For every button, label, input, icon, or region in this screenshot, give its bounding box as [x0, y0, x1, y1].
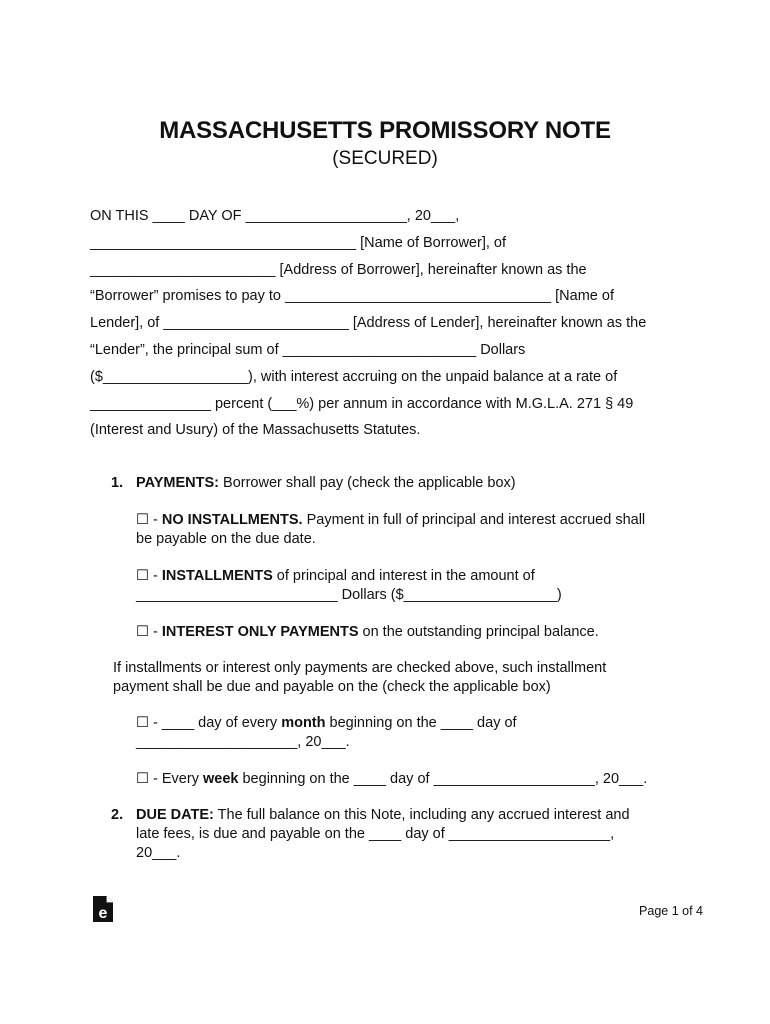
schedule-instructions [113, 659, 606, 697]
intro-line: Lender], of _______________________ [Address of Lender], hereinafter known as the [90, 315, 647, 332]
intro-line: ($__________________), with interest accruing on the unpaid balance at a rate of [90, 368, 618, 385]
option-text: _________________________ Dollars ($___________________) [136, 587, 562, 603]
checkbox-interest-only[interactable]: ☐ - [136, 624, 162, 640]
section-due-date [136, 806, 630, 863]
intro-line: _________________________________ [Name of Borrower], of [90, 234, 507, 251]
section-heading: DUE DATE: [136, 807, 214, 823]
intro-line: ON THIS ____ DAY OF ____________________, 20___, [90, 208, 460, 224]
section-number: 1. [111, 475, 124, 491]
option-monthly [136, 714, 517, 752]
intro-line: _______________________ [Address of Borrower], hereinafter known as the [90, 261, 587, 278]
section-text: 20___. [136, 845, 181, 861]
schedule-text: If installments or interest only payments are checked above, such installment [113, 660, 607, 676]
schedule-text: payment shall be due and payable on the (check the applicable box) [113, 679, 551, 695]
document-title: MASSACHUSETTS PROMISSORY NOTE [159, 117, 611, 144]
option-interest-only [136, 623, 599, 642]
intro-line: “Lender”, the principal sum of ________________________ Dollars [90, 341, 526, 358]
document-subtitle: (SECURED) [332, 148, 438, 169]
svg-text:e: e [98, 905, 108, 922]
option-text: beginning on the ____ day of ____________________, 20___. [238, 771, 648, 787]
intro-line: (Interest and Usury) of the Massachusetts Statutes. [90, 422, 421, 439]
intro-line: _______________ percent (___%) per annum in accordance with M.G.L.A. 271 § 49 [90, 395, 634, 412]
option-label: INSTALLMENTS [161, 568, 273, 584]
option-label: INTEREST ONLY PAYMENTS [161, 624, 359, 640]
eforms-logo-icon [92, 895, 114, 923]
option-text: Payment in full of principal and interest accrued shall [302, 512, 646, 528]
section-number: 2. [111, 807, 124, 823]
intro-paragraph [90, 203, 690, 444]
option-label: NO INSTALLMENTS. [161, 512, 303, 528]
option-installments [136, 567, 562, 605]
section-text: late fees, is due and payable on the ____ day of ____________________, [136, 826, 615, 842]
checkbox-installments[interactable]: ☐ - [136, 568, 162, 584]
option-label: week [202, 771, 239, 787]
section-heading: PAYMENTS: [136, 475, 219, 491]
option-text: be payable on the due date. [136, 531, 316, 547]
page-number: Page 1 of 4 [639, 904, 703, 918]
checkbox-no-installments[interactable]: ☐ - [136, 512, 162, 528]
section-text: The full balance on this Note, including any accrued interest and [213, 807, 630, 823]
option-text: of principal and interest in the amount of [272, 568, 535, 584]
intro-line: “Borrower” promises to pay to _________________________________ [Name of [90, 288, 614, 305]
checkbox-monthly[interactable]: ☐ - ____ day of every [136, 715, 282, 731]
option-text: beginning on the ____ day of [325, 715, 517, 731]
option-label: month [281, 715, 326, 731]
option-text: ____________________, 20___. [136, 734, 350, 750]
option-weekly [136, 770, 647, 789]
section-payments [136, 474, 516, 493]
option-text: on the outstanding principal balance. [358, 624, 599, 640]
section-text: Borrower shall pay (check the applicable box) [219, 475, 516, 491]
checkbox-weekly[interactable]: ☐ - Every [136, 771, 203, 787]
option-no-installments [136, 511, 645, 549]
